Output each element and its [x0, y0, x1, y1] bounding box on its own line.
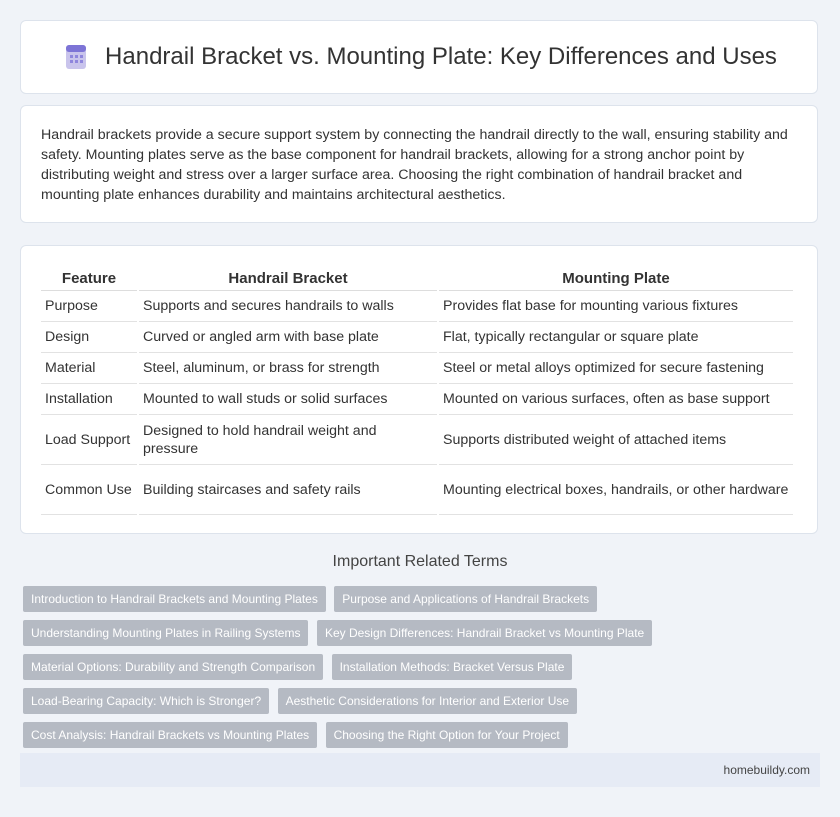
table-cell: Material	[41, 353, 137, 384]
document-icon	[61, 42, 91, 72]
table-cell: Purpose	[41, 291, 137, 322]
header-handrail-bracket: Handrail Bracket	[139, 266, 437, 291]
related-term-tag[interactable]: Load-Bearing Capacity: Which is Stronger?	[23, 688, 269, 714]
table-cell: Designed to hold handrail weight and pressure	[139, 415, 437, 465]
related-term-tag[interactable]: Cost Analysis: Handrail Brackets vs Mounting Plates	[23, 722, 317, 748]
header-feature: Feature	[41, 266, 137, 291]
table-cell: Mounted on various surfaces, often as base support	[439, 384, 793, 415]
table-row	[41, 384, 793, 415]
table-cell: Provides flat base for mounting various fixtures	[439, 291, 793, 322]
comparison-table-card	[20, 245, 818, 534]
related-term-tag[interactable]: Introduction to Handrail Brackets and Mounting Plates	[23, 586, 326, 612]
table-cell: Mounting electrical boxes, handrails, or other hardware	[439, 465, 793, 515]
table-cell: Load Support	[41, 415, 137, 465]
table-cell: Mounted to wall studs or solid surfaces	[139, 384, 437, 415]
table-cell: Flat, typically rectangular or square plate	[439, 322, 793, 353]
intro-text: Handrail brackets provide a secure support system by connecting the handrail directly to the wall, ensuring stability and safety. Mounting plates serve as the base component for handrail brackets, allowing for a strong anchor point by distributing weight and stress over a larger surface area. Choosing the right combination of handrail bracket and mounting plate enhances durability and maintains architectural aesthetics.	[41, 127, 788, 203]
table-row	[41, 291, 793, 322]
related-terms-list	[23, 586, 823, 756]
footer-site-link[interactable]: homebuildy.com	[723, 763, 810, 777]
table-cell: Common Use	[41, 465, 137, 515]
footer	[20, 753, 820, 787]
comparison-table	[39, 266, 795, 515]
related-term-tag[interactable]: Key Design Differences: Handrail Bracket vs Mounting Plate	[317, 620, 652, 646]
table-row	[41, 353, 793, 384]
table-row	[41, 322, 793, 353]
table-cell: Design	[41, 322, 137, 353]
related-term-tag[interactable]: Material Options: Durability and Strength Comparison	[23, 654, 323, 680]
title-card	[20, 20, 818, 94]
related-terms-heading: Important Related Terms	[332, 553, 508, 570]
table-cell: Installation	[41, 384, 137, 415]
table-cell: Building staircases and safety rails	[139, 465, 437, 515]
table-header-row	[41, 266, 793, 291]
header-mounting-plate: Mounting Plate	[439, 266, 793, 291]
table-cell: Steel, aluminum, or brass for strength	[139, 353, 437, 384]
intro-card	[20, 105, 818, 223]
table-cell: Steel or metal alloys optimized for secure fastening	[439, 353, 793, 384]
table-cell: Curved or angled arm with base plate	[139, 322, 437, 353]
related-term-tag[interactable]: Installation Methods: Bracket Versus Plate	[332, 654, 573, 680]
related-term-tag[interactable]: Understanding Mounting Plates in Railing Systems	[23, 620, 308, 646]
table-cell: Supports and secures handrails to walls	[139, 291, 437, 322]
related-term-tag[interactable]: Aesthetic Considerations for Interior and Exterior Use	[278, 688, 577, 714]
table-row	[41, 465, 793, 515]
related-term-tag[interactable]: Purpose and Applications of Handrail Brackets	[334, 586, 597, 612]
table-cell: Supports distributed weight of attached items	[439, 415, 793, 465]
page-title: Handrail Bracket vs. Mounting Plate: Key Differences and Uses	[105, 43, 777, 70]
table-row	[41, 415, 793, 465]
related-term-tag[interactable]: Choosing the Right Option for Your Project	[326, 722, 568, 748]
